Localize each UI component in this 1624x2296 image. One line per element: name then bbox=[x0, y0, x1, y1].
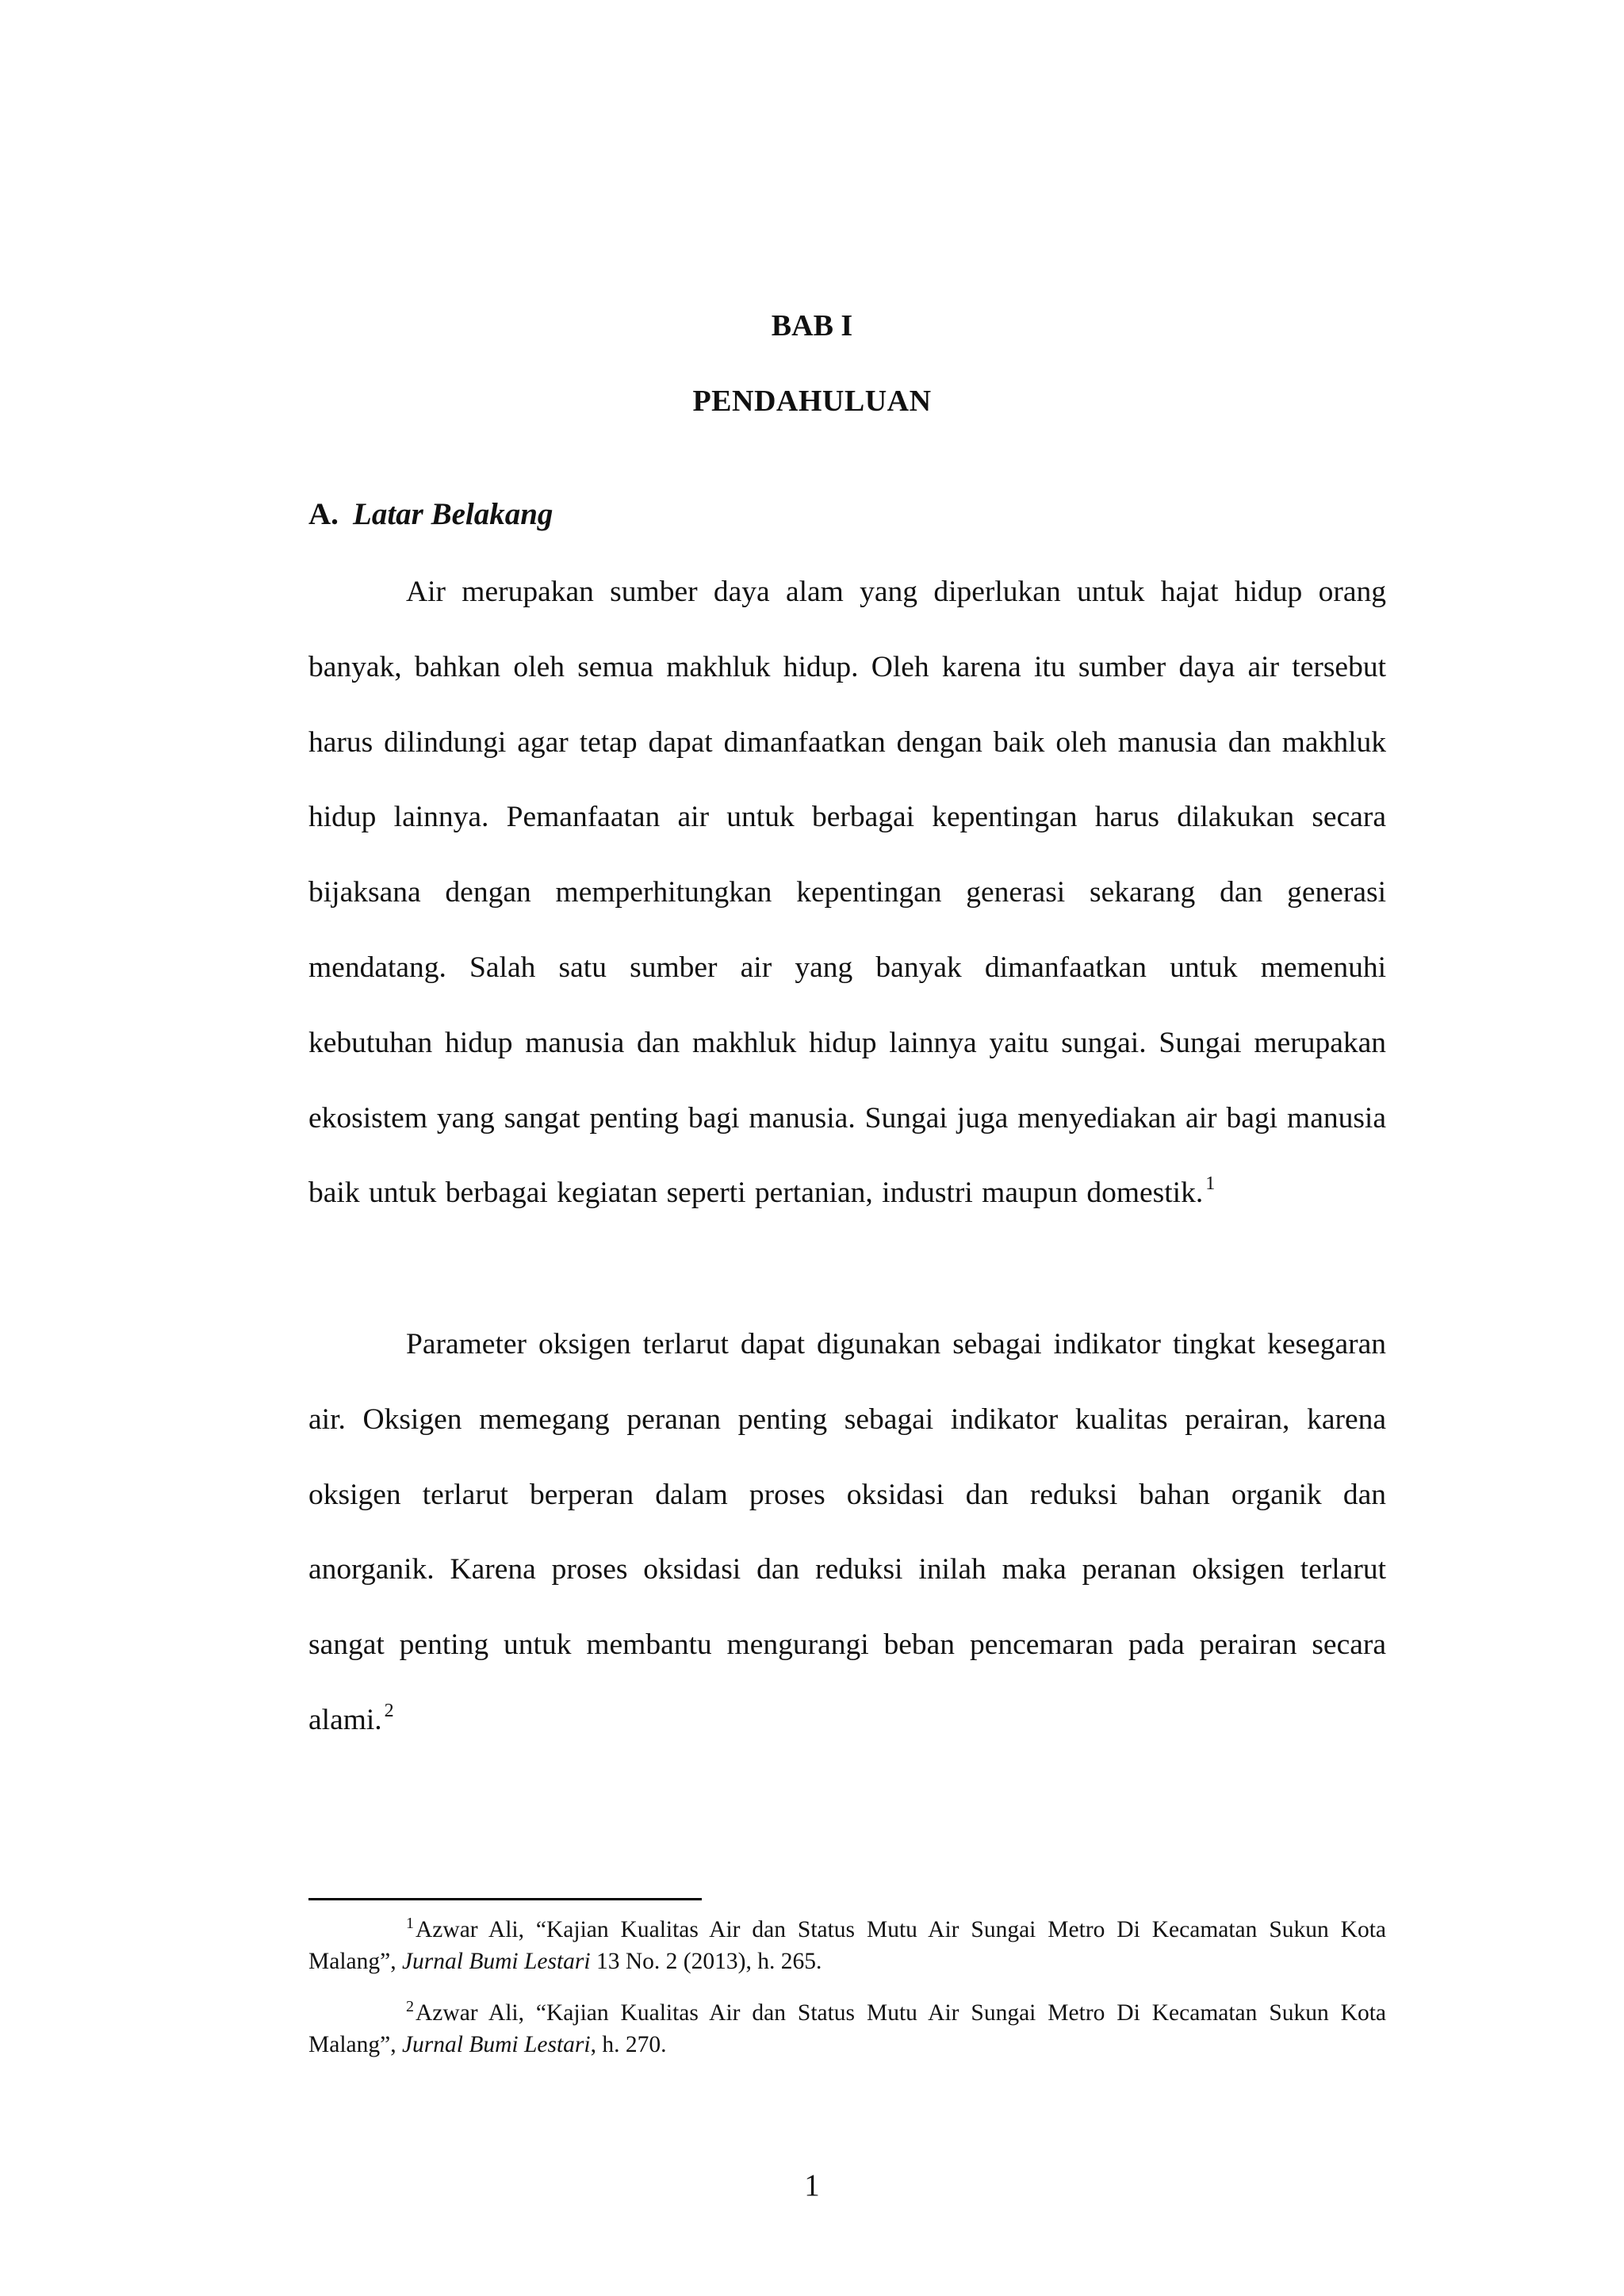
body-paragraph bbox=[308, 1307, 1386, 1758]
paragraph-text: Parameter oksigen terlarut dapat digunakan sebagai indikator tingkat kesegaran air. Oksigen memegang peranan penting sebagai indikator kualitas perairan, karena oksigen terlarut berperan dalam proses oksidasi dan reduksi bahan organik dan anorganik. Karena proses oksidasi dan reduksi inilah maka peranan oksigen terlarut sangat penting untuk membantu mengurangi beban pencemaran pada perairan secara alami. bbox=[308, 1328, 1386, 1736]
body-paragraph bbox=[308, 555, 1386, 1231]
footnote bbox=[308, 1914, 1386, 1977]
footnote-citation-end: , h. 270. bbox=[590, 2032, 667, 2057]
footnote-citation: Azwar Ali, “Kajian Kualitas Air dan Status Mutu Air Sungai Metro Di Kecamatan Sukun Kota Malang”, bbox=[308, 2000, 1386, 2057]
chapter-number: BAB I bbox=[771, 309, 853, 342]
footnote-journal: Jurnal Bumi Lestari bbox=[401, 1949, 591, 1974]
section-letter: A. bbox=[308, 497, 339, 531]
footnote bbox=[308, 1997, 1386, 2061]
section-heading bbox=[308, 499, 553, 530]
footnote-reference: 1 bbox=[1205, 1173, 1216, 1195]
footnote-number: 1 bbox=[406, 1915, 414, 1932]
footnote-journal: Jurnal Bumi Lestari bbox=[401, 2032, 591, 2057]
page-number: 1 bbox=[804, 2168, 820, 2202]
footnote-citation-end: 13 No. 2 (2013), h. 265. bbox=[590, 1949, 822, 1974]
footnote-citation: Azwar Ali, “Kajian Kualitas Air dan Status Mutu Air Sungai Metro Di Kecamatan Sukun Kota Malang”, bbox=[308, 1917, 1386, 1974]
paragraph-text: Air merupakan sumber daya alam yang diperlukan untuk hajat hidup orang banyak, bahkan oleh semua makhluk hidup. Oleh karena itu sumber daya air tersebut harus dilindungi agar tetap dapat dimanfaatkan dengan baik oleh manusia dan makhluk hidup lainnya. Pemanfaatan air untuk berbagai kepentingan harus dilakukan secara bijaksana dengan memperhitungkan kepentingan generasi sekarang dan generasi mendatang. Salah satu sumber air yang banyak dimanfaatkan untuk memenuhi kebutuhan hidup manusia dan makhluk hidup lainnya yaitu sungai. Sungai merupakan ekosistem yang sangat penting bagi manusia. Sungai juga menyediakan air bagi manusia baik untuk berbagai kegiatan seperti pertanian, industri maupun domestik. bbox=[308, 576, 1386, 1210]
footnote-separator bbox=[308, 1898, 702, 1900]
section-title: Latar Belakang bbox=[353, 497, 553, 531]
footnote-number: 2 bbox=[406, 1998, 414, 2015]
chapter-title: PENDAHULUAN bbox=[692, 385, 932, 418]
footnote-reference: 2 bbox=[384, 1700, 394, 1721]
